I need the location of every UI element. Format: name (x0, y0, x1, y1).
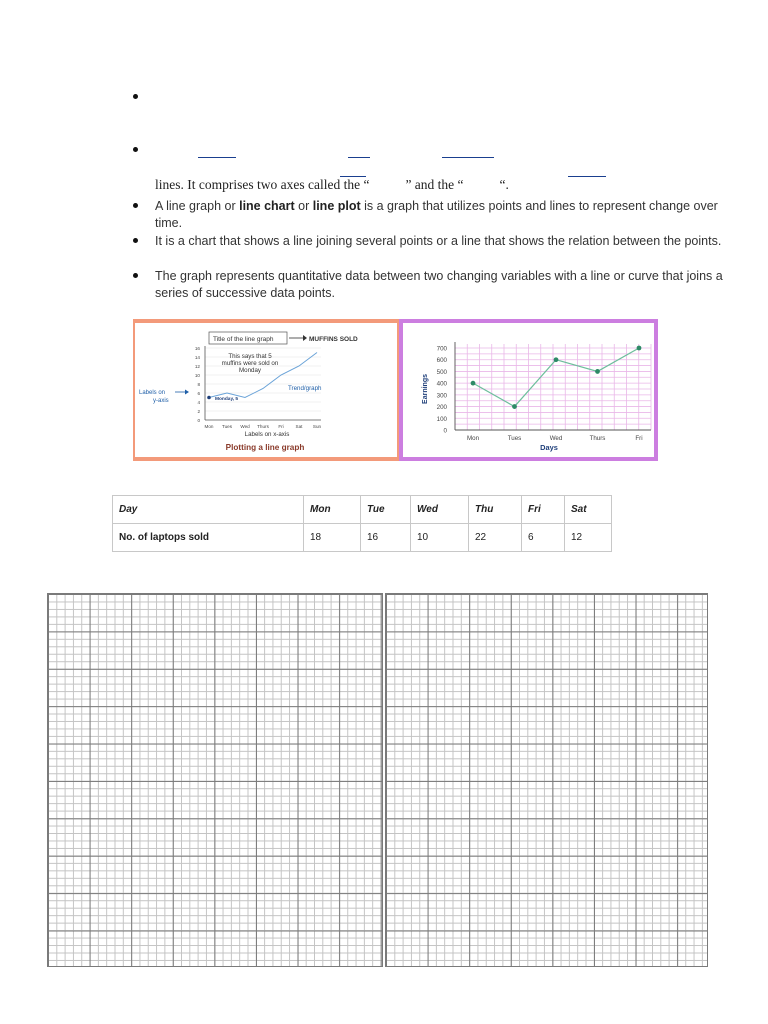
table-cell: Fri (522, 496, 565, 524)
bullet-text: A line graph or (155, 199, 240, 213)
y-tick-label: 6 (197, 391, 200, 396)
bullet-text: or (294, 199, 313, 213)
y-tick-label: 0 (443, 427, 447, 435)
y-tick-label: 10 (194, 373, 200, 378)
graph-paper-left (47, 593, 383, 967)
y-tick-label: 700 (436, 345, 447, 353)
y-axis-title: Earnings (422, 374, 429, 404)
x-axis-label: Labels on x-axis (244, 431, 290, 438)
x-tick-label: Thurs (257, 424, 269, 429)
x-tick-label: Fri (278, 424, 284, 429)
bullet-chart-meaning: It is a chart that shows a line joining several points or a line that shows the relation between the points. (155, 234, 722, 248)
x-tick-label: Wed (549, 435, 563, 442)
data-point (512, 404, 517, 409)
note-line: This says that 5 (228, 353, 272, 360)
bullet-bold: line plot (312, 199, 361, 213)
table-header-row (113, 496, 612, 524)
fill-in-blank (568, 176, 606, 177)
table-cell: Sat (565, 496, 612, 524)
table-cell: Mon (304, 496, 361, 524)
table-cell: Day (113, 496, 304, 524)
point-label: Monday, 5 (215, 397, 239, 402)
note-line: muffins were sold on (221, 360, 279, 367)
x-tick-label: Mon (466, 435, 480, 442)
table-cell: 10 (411, 524, 469, 552)
intro-text: “. (499, 177, 509, 192)
data-point (637, 346, 642, 351)
line-graph-illustration (133, 318, 658, 463)
data-point (207, 396, 211, 400)
x-tick-label: Fri (635, 435, 643, 442)
title-box-text: Title of the line graph (213, 336, 274, 343)
intro-line (155, 177, 509, 193)
x-tick-label: Wed (240, 424, 250, 429)
y-tick-label: 200 (436, 404, 447, 412)
laptops-table (112, 495, 612, 552)
figure-caption: Plotting a line graph (225, 443, 305, 452)
table-cell: 22 (469, 524, 522, 552)
table-cell: 18 (304, 524, 361, 552)
y-tick-label: 400 (436, 380, 447, 388)
x-axis-title: Days (540, 443, 558, 452)
graph-paper-right (385, 593, 708, 967)
x-tick-label: Tues (221, 424, 233, 429)
y-axis-label: y-axis (153, 398, 169, 404)
table-cell: 12 (565, 524, 612, 552)
y-tick-label: 2 (197, 409, 200, 414)
y-tick-label: 0 (197, 418, 200, 423)
table-cell: No. of laptops sold (113, 524, 304, 552)
fill-in-blank (348, 157, 370, 158)
data-point (595, 369, 600, 374)
x-tick-label: Mon (204, 424, 214, 429)
bullet-dot (133, 273, 138, 278)
bullet-text: is a graph that utilizes points and lines to represent change over time. (155, 199, 718, 230)
note-line: Monday (238, 367, 262, 374)
y-tick-label: 16 (194, 346, 200, 351)
trend-label: Trend/graph (288, 385, 322, 392)
y-tick-label: 12 (194, 364, 200, 369)
table-cell: Thu (469, 496, 522, 524)
bullet-dot (133, 147, 138, 152)
x-tick-label: Sat (295, 424, 303, 429)
fill-in-blank (198, 157, 236, 158)
title-value: MUFFINS SOLD (309, 336, 358, 343)
y-tick-label: 4 (197, 400, 200, 405)
data-point (471, 381, 476, 386)
table-cell: Wed (411, 496, 469, 524)
y-tick-label: 300 (436, 392, 447, 400)
y-tick-label: 600 (436, 357, 447, 365)
bullet-dot (133, 238, 138, 243)
data-point (554, 357, 559, 362)
bullet-dot (133, 94, 138, 99)
table-cell: Tue (361, 496, 411, 524)
bullet-dot (133, 203, 138, 208)
x-tick-label: Sun (312, 424, 322, 429)
table-cell: 6 (522, 524, 565, 552)
bullet-quantitative: The graph represents quantitative data between two changing variables with a line or curve that joins a series of successive data points. (155, 269, 723, 300)
y-axis-label: Labels on (139, 390, 166, 396)
fill-in-blank (442, 157, 494, 158)
x-tick-label: Tues (507, 435, 522, 442)
bullet-definition (155, 198, 725, 231)
intro-text: ” and the “ (405, 177, 464, 192)
x-tick-label: Thurs (589, 435, 606, 442)
bullet-bold: line chart (239, 199, 295, 213)
y-tick-label: 500 (436, 368, 447, 376)
table-cell: 16 (361, 524, 411, 552)
y-tick-label: 100 (436, 415, 447, 423)
table-row (113, 524, 612, 552)
y-tick-label: 8 (197, 382, 200, 387)
illustration-svg (133, 318, 658, 463)
intro-text: lines. It comprises two axes called the “ (155, 177, 370, 192)
y-tick-label: 14 (194, 355, 200, 360)
